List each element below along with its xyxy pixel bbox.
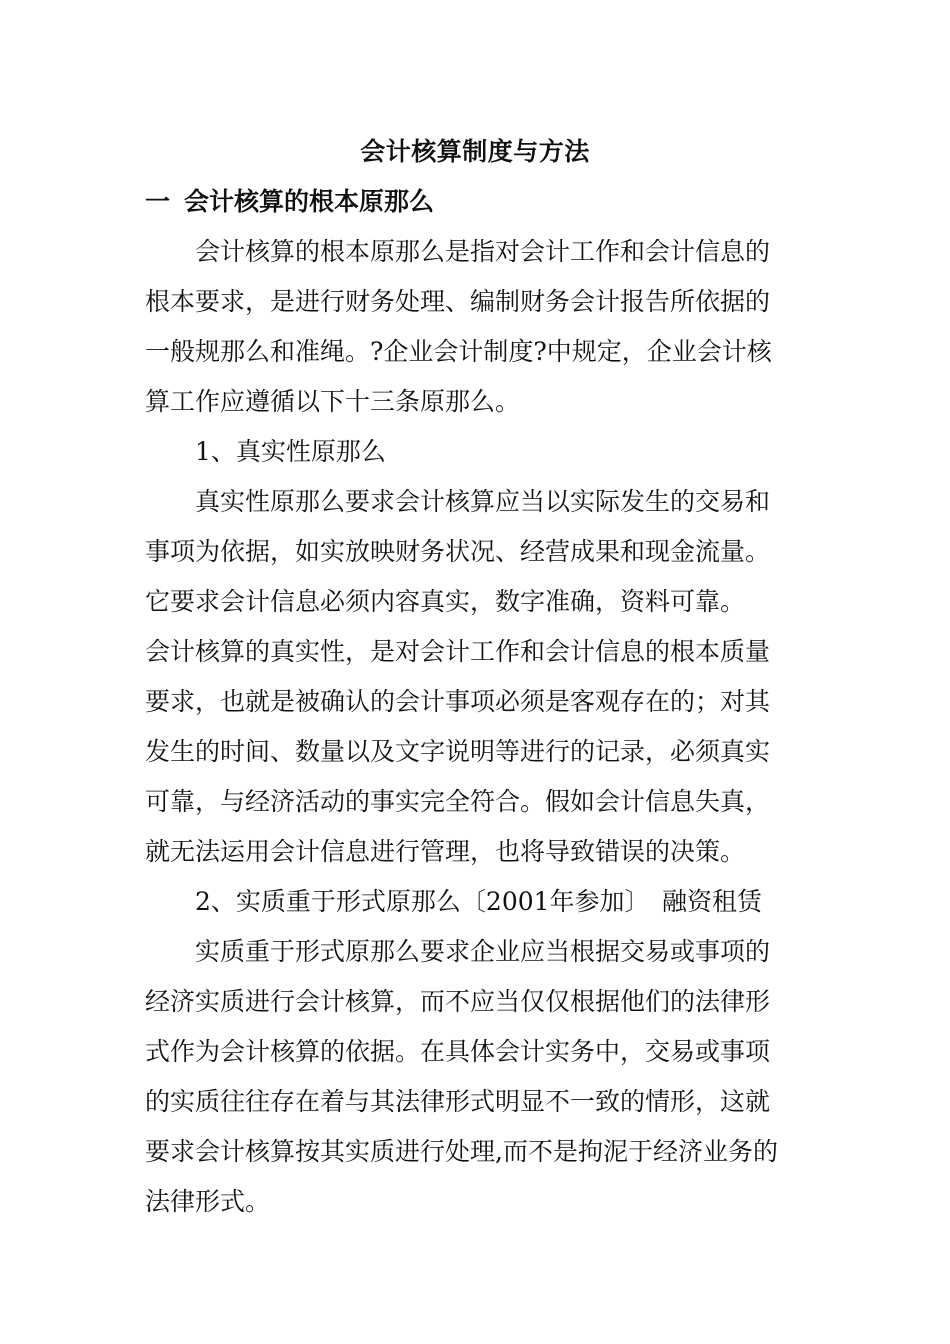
- section-number: 一: [145, 187, 171, 216]
- text-line: 事项为依据，如实放映财务状况、经营成果和现金流量。: [145, 537, 771, 566]
- text-line: 会计核算的根本原那么是指对会计工作和会计信息的: [195, 237, 771, 266]
- text-line: 算工作应遵循以下十三条原那么。: [145, 387, 521, 416]
- text-line: 要求会计核算按其实质进行处理,而不是拘泥于经济业务的: [145, 1137, 778, 1166]
- subsection-heading: 1、真实性原那么: [195, 437, 386, 466]
- text-line: 就无法运用会计信息进行管理，也将导致错误的决策。: [145, 837, 746, 866]
- text-line: 要求，也就是被确认的会计事项必须是客观存在的；对其: [145, 687, 771, 716]
- section-heading: [145, 182, 434, 222]
- text-line: 可靠，与经济活动的事实完全符合。假如会计信息失真，: [145, 787, 771, 816]
- text-line: 发生的时间、数量以及文字说明等进行的记录，必须真实: [145, 737, 771, 766]
- text-line: 会计核算的真实性，是对会计工作和会计信息的根本质量: [145, 637, 771, 666]
- text-line: 法律形式。: [145, 1187, 271, 1216]
- text-line: 根本要求，是进行财务处理、编制财务会计报告所依据的: [145, 287, 771, 316]
- text-line: 式作为会计核算的依据。在具体会计实务中，交易或事项: [145, 1037, 771, 1066]
- document-title: 会计核算制度与方法: [360, 137, 590, 166]
- section-heading-text: 会计核算的根本原那么: [184, 187, 435, 216]
- text-line: 真实性原那么要求会计核算应当以实际发生的交易和: [195, 487, 771, 516]
- subsection-heading: 2、实质重于形式原那么〔2001年参加〕 融资租赁: [195, 887, 763, 916]
- text-line: 的实质往往存在着与其法律形式明显不一致的情形，这就: [145, 1087, 771, 1116]
- text-line: 它要求会计信息必须内容真实，数字准确，资料可靠。: [145, 587, 746, 616]
- text-line: 实质重于形式原那么要求企业应当根据交易或事项的: [195, 937, 771, 966]
- text-line: 一般规那么和准绳。?企业会计制度?中规定，企业会计核: [145, 337, 772, 366]
- text-line: 经济实质进行会计核算，而不应当仅仅根据他们的法律形: [145, 987, 771, 1016]
